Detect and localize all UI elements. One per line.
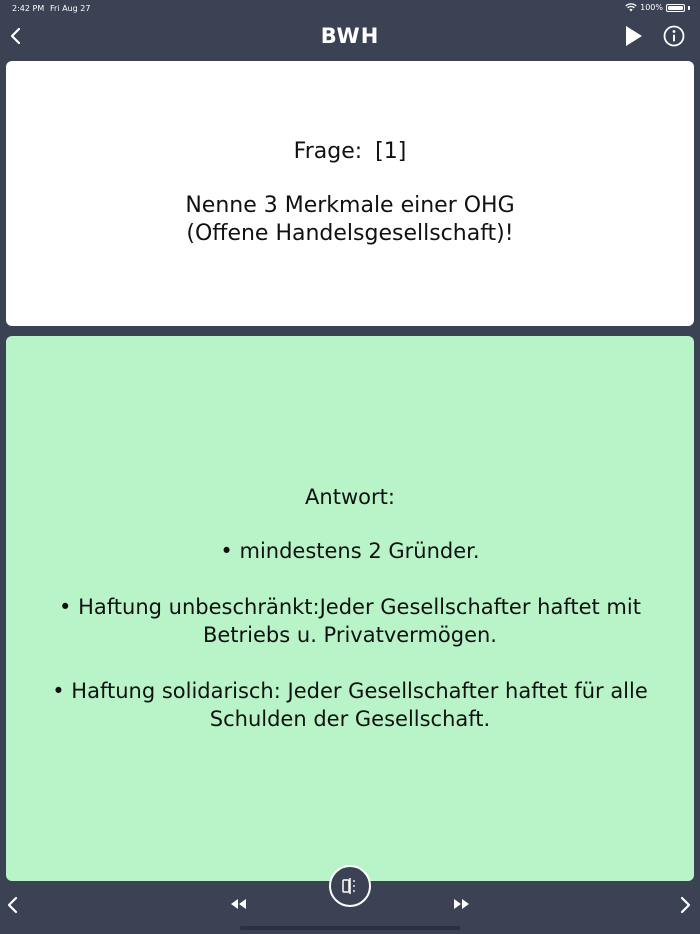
play-button[interactable] xyxy=(622,24,644,48)
status-time: 2:42 PM xyxy=(12,4,45,13)
question-text-line: (Offene Handelsgesellschaft)! xyxy=(186,221,514,246)
question-card[interactable] xyxy=(6,61,694,326)
answer-item-line: Betriebs u. Privatvermögen. xyxy=(202,622,497,647)
status-indicators xyxy=(625,3,690,12)
answer-item xyxy=(52,677,648,733)
page-title: BWH xyxy=(320,24,380,48)
answer-item-line: • Haftung solidarisch: Jeder Gesellschafter haftet für alle xyxy=(52,678,648,703)
wifi-icon xyxy=(625,3,637,12)
answer-item-line: • Haftung unbeschränkt:Jeder Gesellschafter haftet mit xyxy=(59,594,641,619)
home-indicator[interactable] xyxy=(240,926,460,930)
answer-item-line: Schulden der Gesellschaft. xyxy=(209,706,491,731)
fast-forward-button[interactable] xyxy=(450,896,472,912)
rewind-button[interactable] xyxy=(228,896,250,912)
status-bar xyxy=(0,0,700,16)
battery-icon xyxy=(666,4,685,12)
answer-label: Antwort: xyxy=(305,484,395,509)
answer-card[interactable] xyxy=(6,336,694,881)
question-label: Frage: [1] xyxy=(293,139,407,164)
battery-nub xyxy=(688,6,690,10)
flip-card-button[interactable] xyxy=(329,865,371,907)
rewind-icon xyxy=(228,896,250,912)
answer-item-line: • mindestens 2 Gründer. xyxy=(220,538,480,563)
chevron-left-icon xyxy=(4,894,22,916)
flip-card-icon xyxy=(340,876,360,896)
answer-item xyxy=(59,593,641,649)
fast-forward-icon xyxy=(450,896,472,912)
question-text-line: Nenne 3 Merkmale einer OHG xyxy=(185,193,515,218)
answer-item xyxy=(220,537,479,565)
play-icon xyxy=(622,24,644,48)
next-card-button[interactable] xyxy=(676,894,694,916)
battery-percent: 100% xyxy=(640,3,663,12)
previous-card-button[interactable] xyxy=(4,894,22,916)
nav-bar xyxy=(0,16,700,56)
info-button[interactable] xyxy=(662,24,686,48)
chevron-right-icon xyxy=(676,894,694,916)
status-date: Fri Aug 27 xyxy=(50,4,91,13)
info-icon xyxy=(662,24,686,48)
